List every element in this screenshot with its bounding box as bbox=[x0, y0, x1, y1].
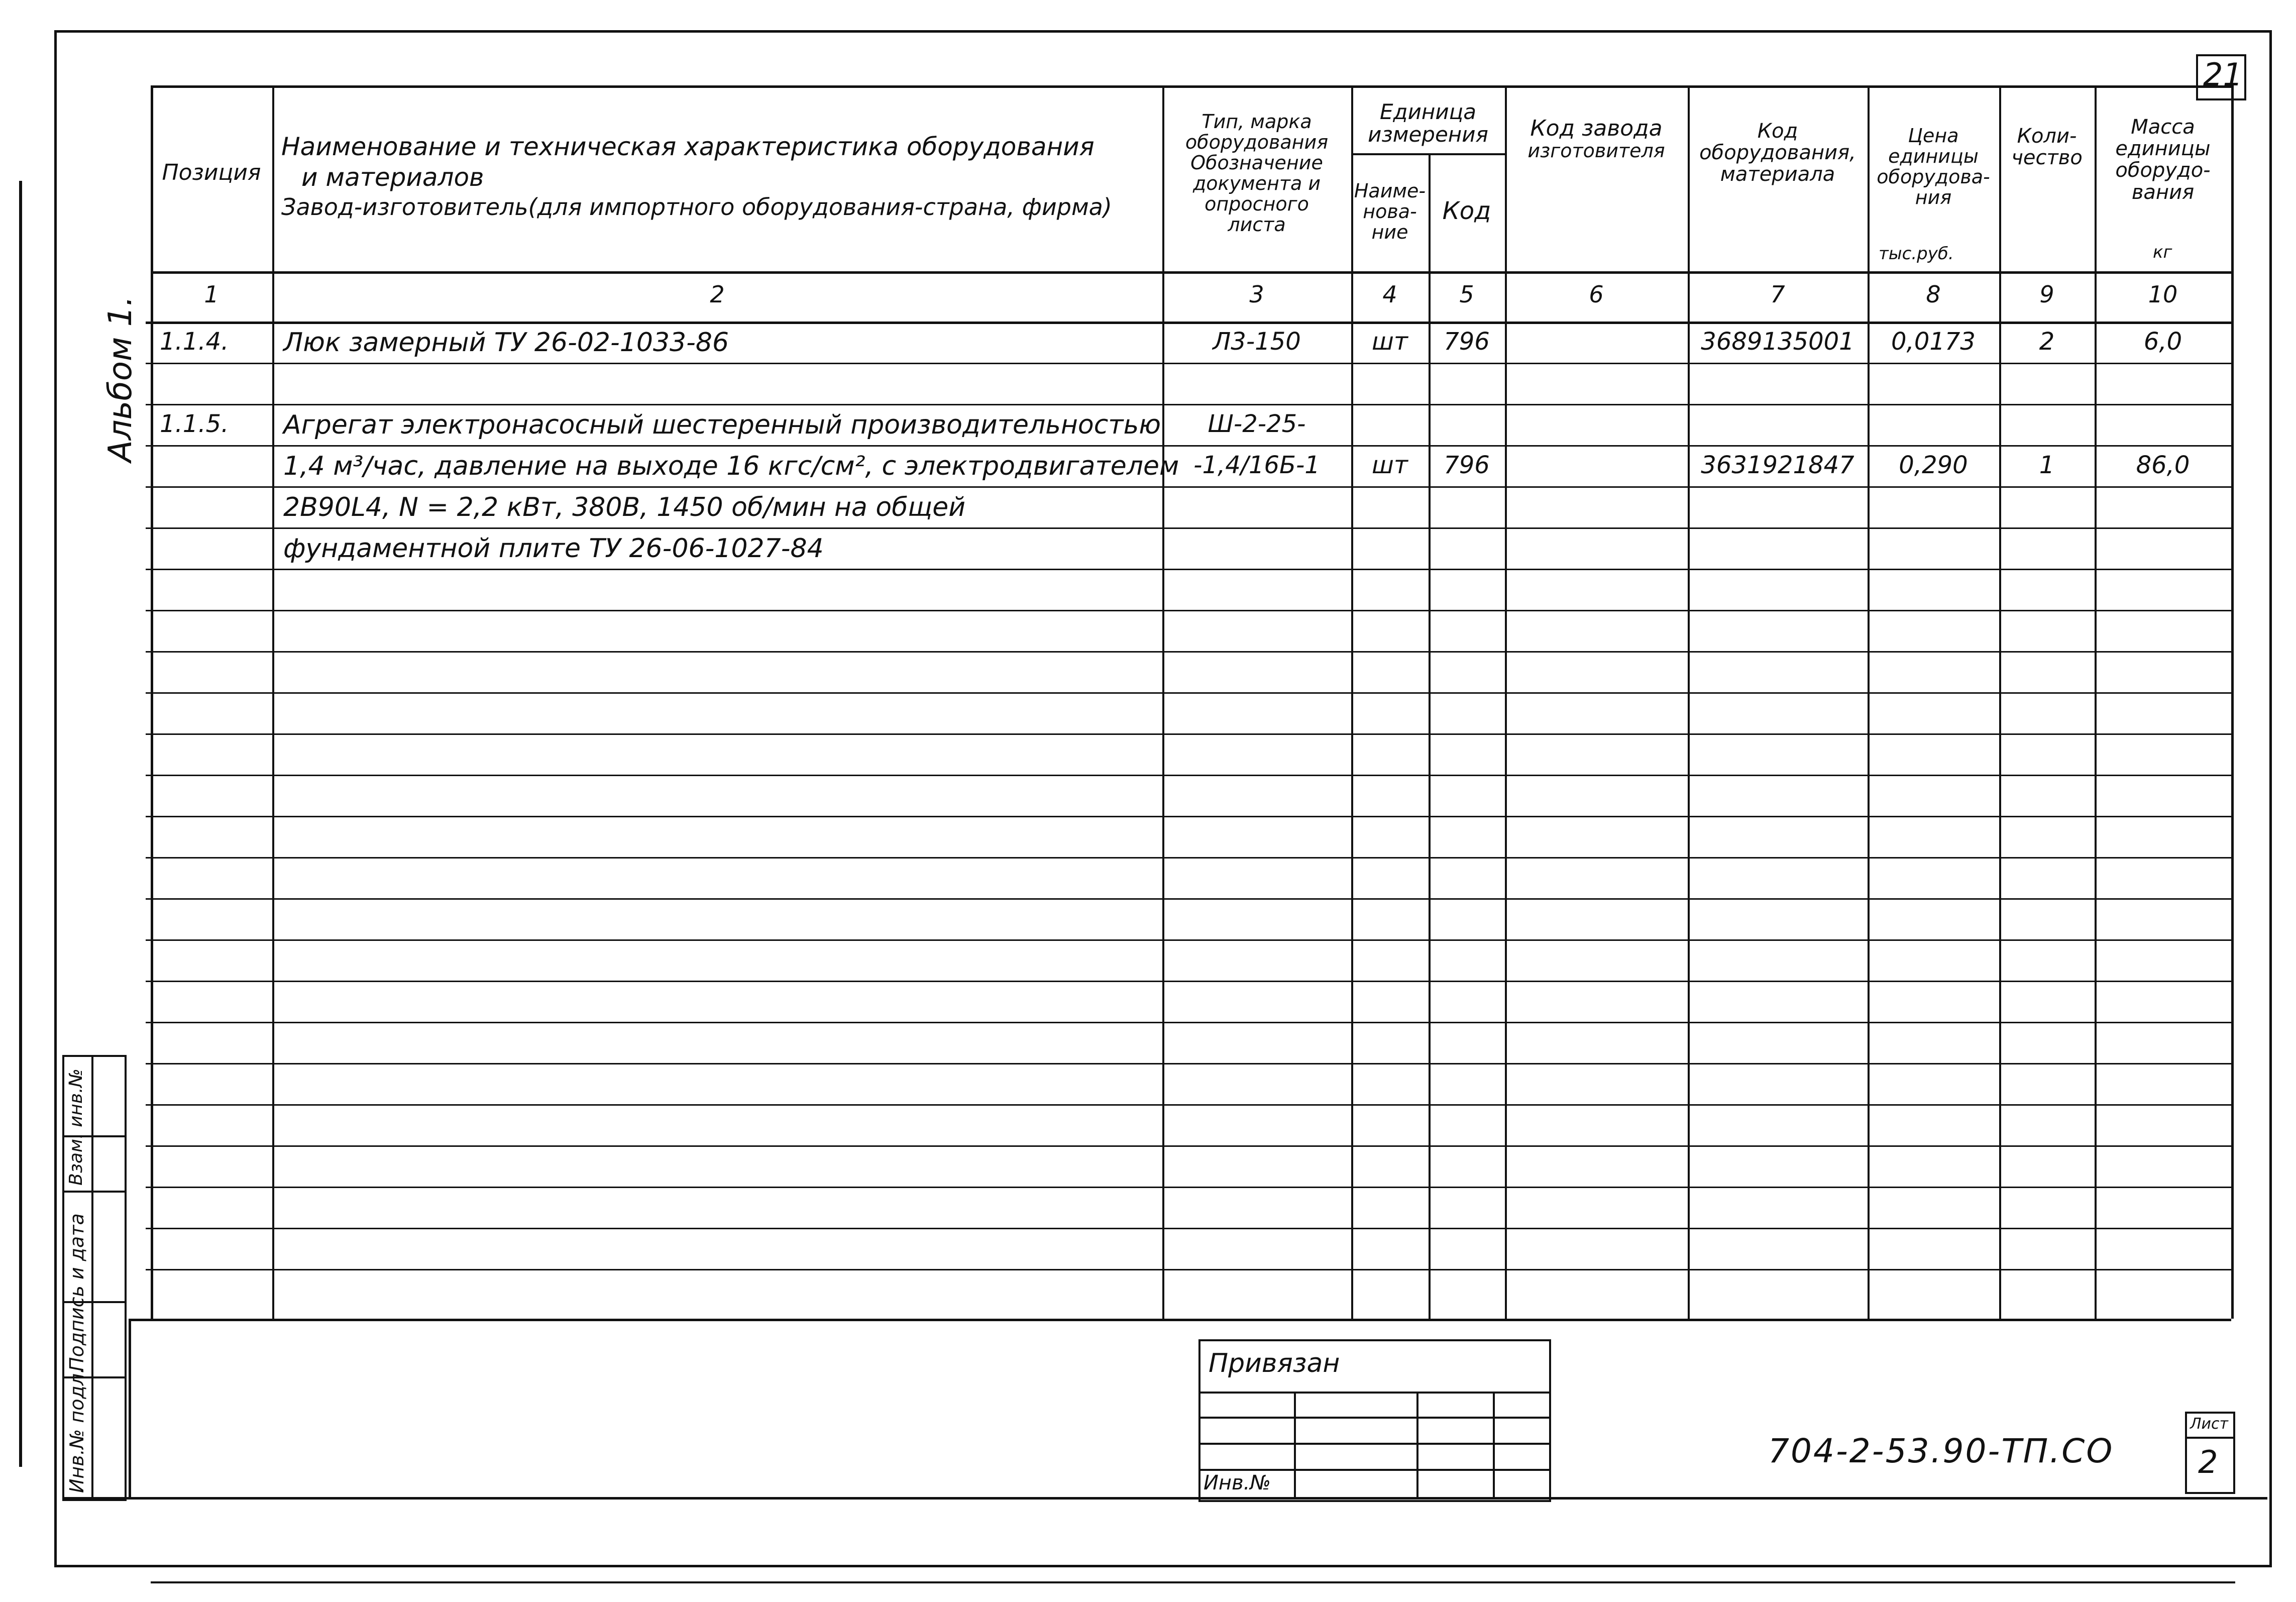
col-line-0 bbox=[151, 85, 153, 1319]
column-number: 1 bbox=[204, 281, 219, 308]
cell-name: фундаментной плите ТУ 26-06-1027-84 bbox=[283, 533, 824, 564]
cell-eq-code: 3631921847 bbox=[1701, 451, 1854, 479]
header-mass: Масса единицы оборудо- вания bbox=[2115, 116, 2211, 204]
row-line bbox=[146, 1063, 2231, 1064]
cell-type: -1,4/16Б-1 bbox=[1193, 451, 1320, 479]
cell-type: Ш-2-25- bbox=[1208, 410, 1306, 438]
col-line-7 bbox=[1868, 85, 1870, 1319]
cell-pos: 1.1.4. bbox=[160, 328, 229, 356]
row-line bbox=[146, 692, 2231, 694]
header-mass-unit: кг bbox=[2153, 242, 2172, 262]
column-number: 8 bbox=[1926, 281, 1941, 308]
header-unit-group: Единица измерения bbox=[1368, 99, 1488, 147]
header-quantity: Коли- чество bbox=[2011, 125, 2083, 170]
side-stamp-vertical bbox=[91, 1055, 93, 1497]
row-line bbox=[146, 486, 2231, 488]
cell-type: Л3-150 bbox=[1213, 328, 1301, 356]
header-name: Наименование и техническая характеристика оборудования и материалов Завод-изготовитель(для импортного оборудования-страна, фирма) bbox=[281, 132, 1112, 221]
row-line bbox=[146, 939, 2231, 941]
cell-price: 0,0173 bbox=[1891, 328, 1976, 356]
col-line-10 bbox=[2231, 85, 2234, 1319]
header-price-unit: тыс.руб. bbox=[1879, 244, 1954, 264]
cell-unit: шт bbox=[1372, 328, 1408, 356]
row-line bbox=[146, 610, 2231, 611]
row-line bbox=[146, 569, 2231, 570]
row-line bbox=[146, 733, 2231, 735]
cell-qty: 1 bbox=[2039, 451, 2055, 479]
privyazan-vline-2 bbox=[1416, 1392, 1418, 1498]
privyazan-line-3 bbox=[1198, 1443, 1549, 1445]
row-line bbox=[146, 1145, 2231, 1147]
privyazan-label: Привязан bbox=[1209, 1348, 1340, 1378]
stamp-left-line bbox=[129, 1319, 131, 1497]
header-unit-name: Наиме- нова- ние bbox=[1354, 180, 1426, 244]
header-equipment-code: Код оборудования, материала bbox=[1699, 120, 1856, 186]
row-line bbox=[146, 816, 2231, 817]
row-line bbox=[146, 981, 2231, 982]
row-line bbox=[146, 363, 2231, 364]
side-stamp-divider-2 bbox=[62, 1191, 125, 1193]
inv-number-label: Инв.№ bbox=[1204, 1471, 1271, 1494]
privyazan-vline-1 bbox=[1294, 1392, 1296, 1498]
col-line-6 bbox=[1688, 85, 1690, 1319]
row-line bbox=[146, 1104, 2231, 1106]
row-line bbox=[146, 1022, 2231, 1023]
cell-name: 1,4 м³/час, давление на выходе 16 кгс/см², с электродвигателем bbox=[283, 451, 1179, 481]
side-stamp-inv-original: Инв.№ подл. bbox=[66, 1367, 88, 1493]
cell-name: Агрегат электронасосный шестеренный производительностью bbox=[283, 410, 1161, 440]
row-line bbox=[146, 1269, 2231, 1270]
row-line bbox=[146, 1228, 2231, 1229]
left-margin-line bbox=[19, 181, 22, 1467]
bottom-baseline bbox=[151, 1581, 2235, 1583]
cell-code: 796 bbox=[1444, 328, 1490, 356]
sheet-number: 2 bbox=[2198, 1444, 2218, 1480]
table-top-line bbox=[151, 85, 2231, 88]
side-stamp-signature-date: Подпись и дата bbox=[66, 1213, 88, 1371]
header-position: Позиция bbox=[162, 160, 261, 185]
row-line bbox=[146, 445, 2231, 447]
header-type: Тип, марка оборудования Обозначение документа и опросного листа bbox=[1185, 111, 1329, 236]
cell-pos: 1.1.5. bbox=[160, 410, 229, 438]
column-number: 6 bbox=[1589, 281, 1604, 308]
col-line-8 bbox=[1999, 85, 2001, 1319]
column-number: 9 bbox=[2039, 281, 2054, 308]
col-line-5 bbox=[1505, 85, 1507, 1319]
cell-unit: шт bbox=[1372, 451, 1408, 479]
cell-price: 0,290 bbox=[1899, 451, 1968, 479]
side-stamp-replaced-inv: Взам. инв.№ bbox=[66, 1069, 86, 1186]
col-line-4 bbox=[1429, 153, 1431, 1319]
column-number: 4 bbox=[1382, 281, 1397, 308]
document-code: 704-2-53.90-ТП.СО bbox=[1768, 1432, 2114, 1470]
cell-name: Люк замерный ТУ 26-02-1033-86 bbox=[283, 328, 729, 358]
cell-mass: 86,0 bbox=[2136, 451, 2190, 479]
sheet-box-divider bbox=[2185, 1437, 2233, 1439]
privyazan-vline-3 bbox=[1493, 1392, 1495, 1498]
cell-eq-code: 3689135001 bbox=[1701, 328, 1854, 356]
colnum-bottom-line bbox=[146, 322, 2231, 324]
privyazan-line-4 bbox=[1198, 1469, 1549, 1471]
header-bottom-line bbox=[151, 271, 2231, 274]
cell-code: 796 bbox=[1444, 451, 1490, 479]
col-line-3 bbox=[1351, 85, 1353, 1319]
header-unit-code: Код bbox=[1442, 197, 1491, 225]
col-line-9 bbox=[2095, 85, 2097, 1319]
stamp-bottom-line bbox=[62, 1497, 2267, 1500]
row-line bbox=[146, 898, 2231, 900]
cell-qty: 2 bbox=[2039, 328, 2055, 356]
row-line bbox=[146, 1187, 2231, 1188]
row-line bbox=[146, 651, 2231, 653]
header-plant-code: Код завода изготовителя bbox=[1527, 116, 1665, 162]
cell-name: 2В90L4, N = 2,2 кВт, 380В, 1450 об/мин на общей bbox=[283, 492, 966, 522]
top-sheet-number: 21 bbox=[2203, 56, 2243, 93]
row-line bbox=[146, 527, 2231, 529]
row-line bbox=[146, 857, 2231, 859]
column-number: 5 bbox=[1459, 281, 1474, 308]
col-line-1 bbox=[272, 85, 274, 1319]
privyazan-line-2 bbox=[1198, 1417, 1549, 1419]
unit-group-line bbox=[1351, 153, 1505, 155]
col-line-2 bbox=[1162, 85, 1164, 1319]
column-number: 3 bbox=[1249, 281, 1264, 308]
row-line bbox=[146, 404, 2231, 405]
sheet-label: Лист bbox=[2190, 1415, 2229, 1433]
column-number: 2 bbox=[710, 281, 725, 308]
row-line bbox=[146, 775, 2231, 776]
column-number: 7 bbox=[1770, 281, 1785, 308]
header-price: Цена единицы оборудова- ния bbox=[1877, 125, 1990, 209]
stamp-top-line bbox=[129, 1319, 2231, 1321]
privyazan-line-1 bbox=[1198, 1392, 1549, 1394]
cell-mass: 6,0 bbox=[2143, 328, 2182, 356]
column-number: 10 bbox=[2148, 281, 2178, 308]
album-label: Альбом 1. bbox=[102, 296, 139, 462]
